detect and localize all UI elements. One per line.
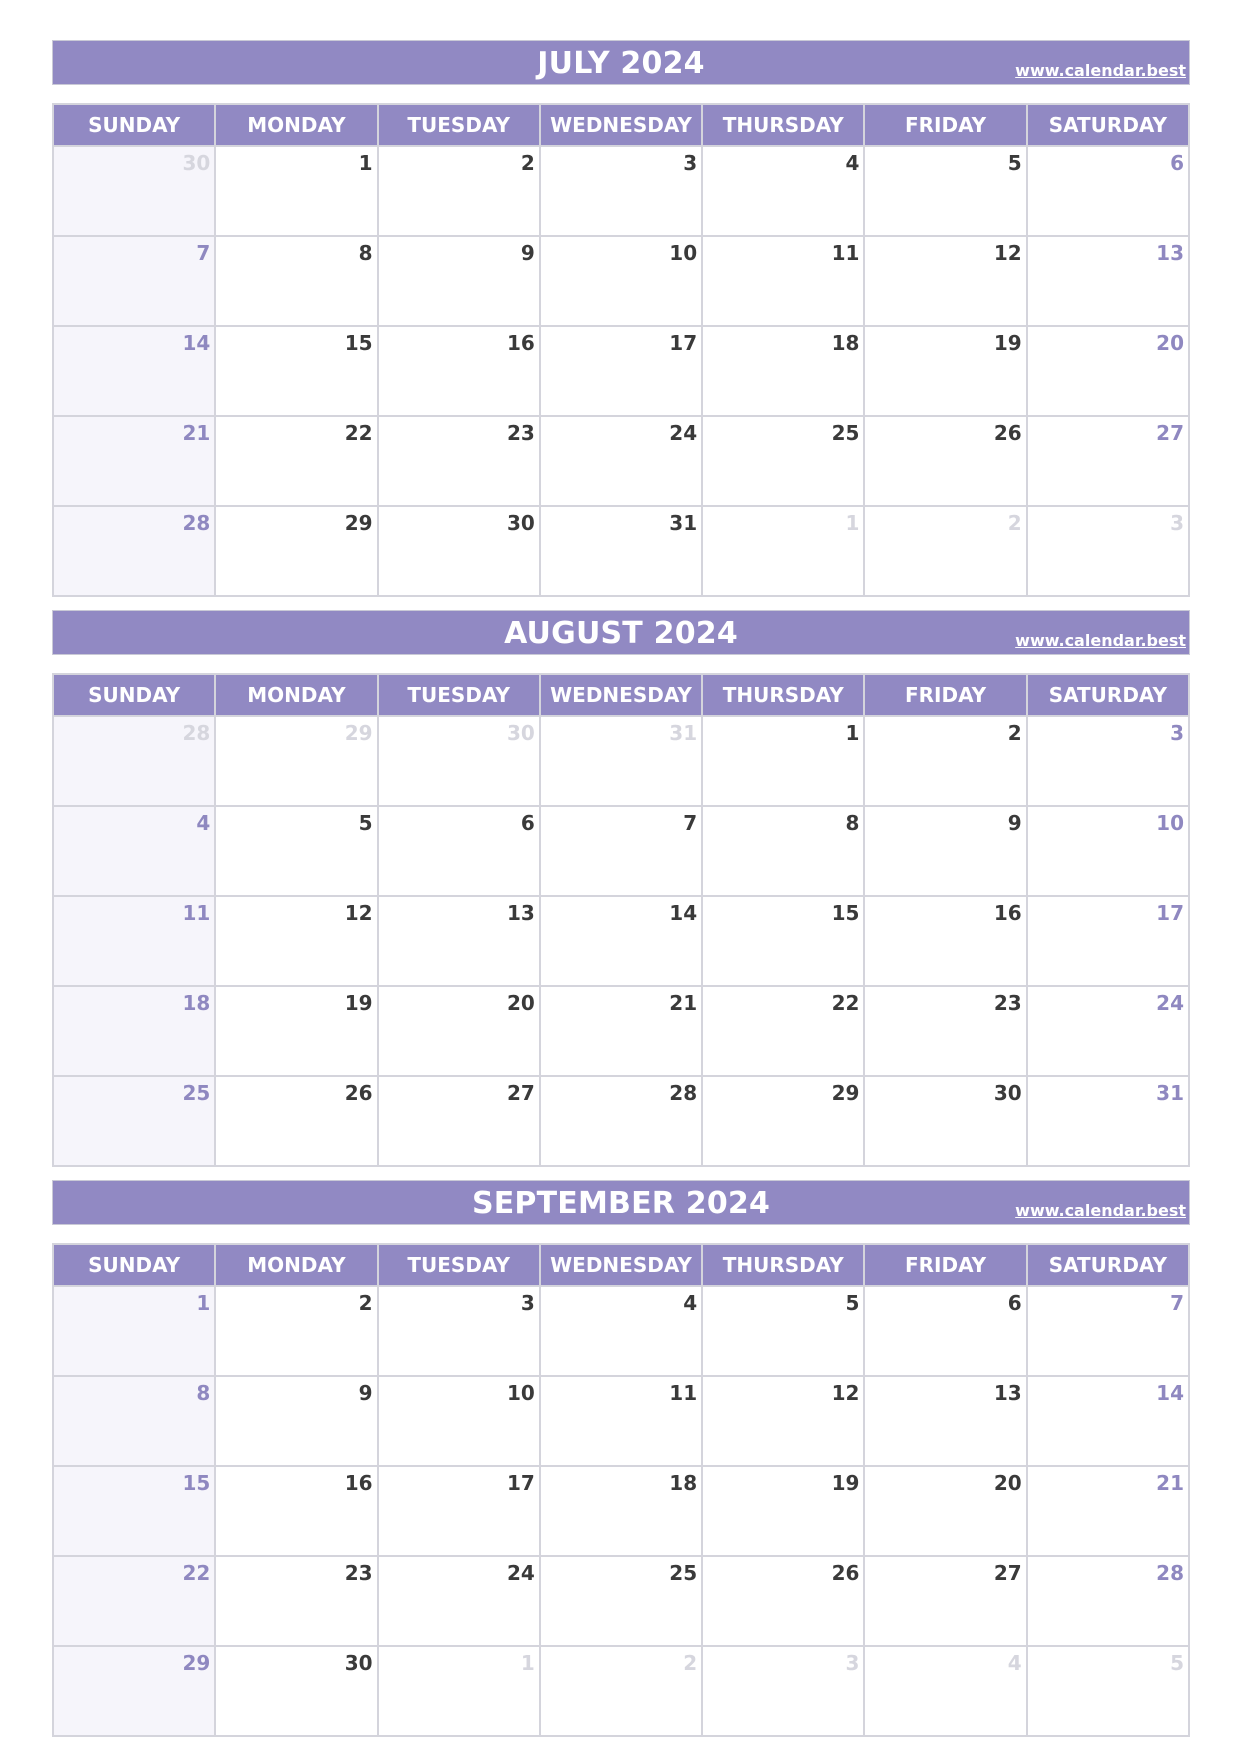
day-cell[interactable]: 18 (540, 1466, 702, 1556)
day-cell[interactable]: 15 (53, 1466, 215, 1556)
weekday-thursday: THURSDAY (702, 674, 864, 716)
website-link[interactable]: www.calendar.best (1015, 1201, 1186, 1220)
day-cell[interactable]: 17 (1027, 896, 1189, 986)
day-cell[interactable]: 3 (540, 146, 702, 236)
weekday-friday: FRIDAY (864, 674, 1026, 716)
day-cell-adjacent-month[interactable]: 3 (1027, 506, 1189, 596)
day-cell[interactable]: 20 (1027, 326, 1189, 416)
month-grid (52, 1243, 1190, 1737)
day-cell[interactable]: 31 (540, 506, 702, 596)
day-cell-adjacent-month[interactable]: 2 (540, 1646, 702, 1736)
day-cell[interactable]: 22 (53, 1556, 215, 1646)
month-header (52, 610, 1190, 655)
day-cell[interactable]: 19 (702, 1466, 864, 1556)
day-cell[interactable]: 13 (864, 1376, 1026, 1466)
month-grid (52, 673, 1190, 1167)
day-cell[interactable]: 2 (215, 1286, 377, 1376)
weekday-sunday: SUNDAY (53, 104, 215, 146)
weekday-thursday: THURSDAY (702, 1244, 864, 1286)
day-cell[interactable]: 1 (702, 716, 864, 806)
day-cell[interactable]: 30 (378, 506, 540, 596)
day-cell[interactable]: 19 (864, 326, 1026, 416)
day-cell-adjacent-month[interactable]: 29 (215, 716, 377, 806)
day-cell[interactable]: 7 (53, 236, 215, 326)
weekday-wednesday: WEDNESDAY (540, 104, 702, 146)
day-cell[interactable]: 16 (215, 1466, 377, 1556)
week-row (53, 1646, 1189, 1736)
week-row (53, 146, 1189, 236)
weekday-tuesday: TUESDAY (378, 104, 540, 146)
day-cell[interactable]: 30 (864, 1076, 1026, 1166)
week-row (53, 716, 1189, 806)
week-row (53, 1556, 1189, 1646)
day-cell-adjacent-month[interactable]: 28 (53, 716, 215, 806)
day-cell-adjacent-month[interactable]: 1 (378, 1646, 540, 1736)
day-cell[interactable]: 3 (378, 1286, 540, 1376)
weekday-wednesday: WEDNESDAY (540, 674, 702, 716)
month-block-2 (52, 1180, 1190, 1721)
month-block-1 (52, 610, 1190, 1151)
weekday-monday: MONDAY (215, 1244, 377, 1286)
day-cell[interactable]: 5 (864, 146, 1026, 236)
day-cell[interactable]: 26 (702, 1556, 864, 1646)
month-header (52, 40, 1190, 85)
weekday-header-row (53, 104, 1189, 146)
day-cell[interactable]: 23 (215, 1556, 377, 1646)
day-cell-adjacent-month[interactable]: 1 (702, 506, 864, 596)
day-cell[interactable]: 25 (53, 1076, 215, 1166)
day-cell[interactable]: 16 (864, 896, 1026, 986)
day-cell[interactable]: 21 (53, 416, 215, 506)
day-cell-adjacent-month[interactable]: 3 (702, 1646, 864, 1736)
day-cell[interactable]: 7 (1027, 1286, 1189, 1376)
week-row (53, 236, 1189, 326)
day-cell[interactable]: 18 (702, 326, 864, 416)
day-cell[interactable]: 26 (864, 416, 1026, 506)
website-link[interactable]: www.calendar.best (1015, 61, 1186, 80)
day-cell[interactable]: 13 (378, 896, 540, 986)
day-cell[interactable]: 10 (378, 1376, 540, 1466)
day-cell[interactable]: 2 (378, 146, 540, 236)
day-cell[interactable]: 29 (53, 1646, 215, 1736)
day-cell[interactable]: 9 (864, 806, 1026, 896)
day-cell[interactable]: 11 (53, 896, 215, 986)
day-cell[interactable]: 13 (1027, 236, 1189, 326)
day-cell[interactable]: 28 (1027, 1556, 1189, 1646)
day-cell-adjacent-month[interactable]: 31 (540, 716, 702, 806)
day-cell[interactable]: 14 (53, 326, 215, 416)
day-cell[interactable]: 20 (864, 1466, 1026, 1556)
day-cell[interactable]: 6 (1027, 146, 1189, 236)
month-title: AUGUST 2024 (504, 616, 738, 651)
weekday-tuesday: TUESDAY (378, 1244, 540, 1286)
day-cell[interactable]: 24 (378, 1556, 540, 1646)
day-cell[interactable]: 12 (864, 236, 1026, 326)
day-cell[interactable]: 24 (1027, 986, 1189, 1076)
weekday-thursday: THURSDAY (702, 104, 864, 146)
week-row (53, 806, 1189, 896)
day-cell[interactable]: 28 (540, 1076, 702, 1166)
day-cell[interactable]: 12 (215, 896, 377, 986)
weekday-tuesday: TUESDAY (378, 674, 540, 716)
week-row (53, 1376, 1189, 1466)
day-cell[interactable]: 21 (540, 986, 702, 1076)
day-cell[interactable]: 27 (864, 1556, 1026, 1646)
day-cell[interactable]: 4 (53, 806, 215, 896)
week-row (53, 416, 1189, 506)
week-row (53, 326, 1189, 416)
day-cell-adjacent-month[interactable]: 30 (378, 716, 540, 806)
day-cell[interactable]: 28 (53, 506, 215, 596)
day-cell[interactable]: 1 (215, 146, 377, 236)
day-cell[interactable]: 26 (215, 1076, 377, 1166)
day-cell[interactable]: 12 (702, 1376, 864, 1466)
day-cell[interactable]: 14 (540, 896, 702, 986)
day-cell[interactable]: 15 (215, 326, 377, 416)
day-cell[interactable]: 11 (540, 1376, 702, 1466)
day-cell[interactable]: 27 (378, 1076, 540, 1166)
weekday-friday: FRIDAY (864, 104, 1026, 146)
week-row (53, 986, 1189, 1076)
day-cell[interactable]: 25 (540, 1556, 702, 1646)
day-cell[interactable]: 5 (702, 1286, 864, 1376)
day-cell-adjacent-month[interactable]: 5 (1027, 1646, 1189, 1736)
week-row (53, 896, 1189, 986)
day-cell[interactable]: 17 (540, 326, 702, 416)
month-block-0 (52, 40, 1190, 581)
weekday-wednesday: WEDNESDAY (540, 1244, 702, 1286)
day-cell[interactable]: 19 (215, 986, 377, 1076)
day-cell[interactable]: 24 (540, 416, 702, 506)
day-cell[interactable]: 10 (1027, 806, 1189, 896)
day-cell[interactable]: 4 (702, 146, 864, 236)
day-cell[interactable]: 14 (1027, 1376, 1189, 1466)
day-cell[interactable]: 16 (378, 326, 540, 416)
week-row (53, 506, 1189, 596)
weekday-friday: FRIDAY (864, 1244, 1026, 1286)
day-cell[interactable]: 23 (378, 416, 540, 506)
day-cell[interactable]: 23 (864, 986, 1026, 1076)
day-cell[interactable]: 4 (540, 1286, 702, 1376)
day-cell[interactable]: 29 (215, 506, 377, 596)
month-header (52, 1180, 1190, 1225)
day-cell[interactable]: 7 (540, 806, 702, 896)
weekday-header-row (53, 1244, 1189, 1286)
day-cell[interactable]: 6 (864, 1286, 1026, 1376)
day-cell[interactable]: 27 (1027, 416, 1189, 506)
day-cell[interactable]: 3 (1027, 716, 1189, 806)
day-cell[interactable]: 22 (215, 416, 377, 506)
weekday-monday: MONDAY (215, 674, 377, 716)
month-grid (52, 103, 1190, 597)
month-title: JULY 2024 (537, 46, 705, 81)
day-cell[interactable]: 2 (864, 716, 1026, 806)
weekday-monday: MONDAY (215, 104, 377, 146)
day-cell[interactable]: 21 (1027, 1466, 1189, 1556)
weekday-sunday: SUNDAY (53, 1244, 215, 1286)
website-link[interactable]: www.calendar.best (1015, 631, 1186, 650)
calendar-page (52, 40, 1190, 1750)
day-cell[interactable]: 8 (53, 1376, 215, 1466)
day-cell[interactable]: 31 (1027, 1076, 1189, 1166)
day-cell[interactable]: 18 (53, 986, 215, 1076)
weekday-saturday: SATURDAY (1027, 1244, 1189, 1286)
week-row (53, 1466, 1189, 1556)
day-cell[interactable]: 9 (215, 1376, 377, 1466)
day-cell[interactable]: 6 (378, 806, 540, 896)
day-cell[interactable]: 8 (215, 236, 377, 326)
day-cell-adjacent-month[interactable]: 4 (864, 1646, 1026, 1736)
day-cell[interactable]: 22 (702, 986, 864, 1076)
day-cell[interactable]: 5 (215, 806, 377, 896)
week-row (53, 1286, 1189, 1376)
day-cell[interactable]: 15 (702, 896, 864, 986)
weekday-sunday: SUNDAY (53, 674, 215, 716)
week-row (53, 1076, 1189, 1166)
day-cell[interactable]: 11 (702, 236, 864, 326)
day-cell[interactable]: 9 (378, 236, 540, 326)
weekday-saturday: SATURDAY (1027, 104, 1189, 146)
day-cell-adjacent-month[interactable]: 30 (53, 146, 215, 236)
day-cell[interactable]: 25 (702, 416, 864, 506)
day-cell[interactable]: 29 (702, 1076, 864, 1166)
day-cell[interactable]: 17 (378, 1466, 540, 1556)
day-cell[interactable]: 30 (215, 1646, 377, 1736)
weekday-header-row (53, 674, 1189, 716)
day-cell-adjacent-month[interactable]: 2 (864, 506, 1026, 596)
weekday-saturday: SATURDAY (1027, 674, 1189, 716)
day-cell[interactable]: 20 (378, 986, 540, 1076)
day-cell[interactable]: 8 (702, 806, 864, 896)
month-title: SEPTEMBER 2024 (471, 1186, 771, 1221)
day-cell[interactable]: 1 (53, 1286, 215, 1376)
day-cell[interactable]: 10 (540, 236, 702, 326)
